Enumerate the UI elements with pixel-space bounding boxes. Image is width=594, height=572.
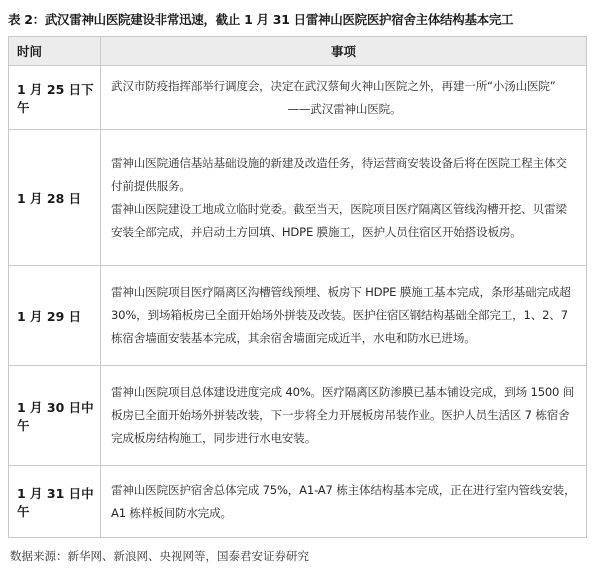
row-event [101, 366, 587, 466]
row-time: 1 月 30 日中午 [9, 366, 101, 466]
table-row [9, 130, 587, 266]
row-time: 1 月 31 日中午 [9, 466, 101, 538]
event-paragraph: ——武汉雷神山医院。 [287, 101, 402, 116]
table-row [9, 466, 587, 538]
event-paragraph: 雷神山医院通信基站基础设施的新建及改造任务，待运营商安装设备后将在医院工程主体交付前提供服务。 [111, 155, 567, 193]
row-event [101, 66, 587, 130]
header-event: 事项 [101, 37, 587, 66]
row-event [101, 466, 587, 538]
event-paragraph: 雷神山医院医护宿舍总体完成 75%，A1-A7 栋主体结构基本完成，正在进行室内管线安装，A1 栋样板间防水完成。 [111, 482, 576, 520]
row-time: 1 月 28 日 [9, 130, 101, 266]
row-event [101, 130, 587, 266]
row-time: 1 月 25 日下午 [9, 66, 101, 130]
table-row [9, 366, 587, 466]
table-header-row [9, 37, 587, 66]
event-paragraph: 雷神山医院建设工地成立临时党委。截至当天，医院项目医疗隔离区管线沟槽开挖、贝雷梁安装全部完成，并启动土方回填、HDPE 膜施工，医护人员住宿区开始搭设板房。 [111, 201, 567, 239]
table-row [9, 266, 587, 366]
table-row [9, 66, 587, 130]
events-table [8, 36, 587, 538]
row-event [101, 266, 587, 366]
event-paragraph: 雷神山医院项目医疗隔离区沟槽管线预埋、板房下 HDPE 膜施工基本完成，条形基础完成超 30%，到场箱板房已全面开始场外拼装及改装。医护住宿区钢结构基础全部完工，1、2、7 栋宿舍墙面安装基本完成，其余宿舍墙面完成近半，水电和防水已进场。 [111, 285, 571, 345]
event-paragraph: 雷神山医院项目总体建设进度完成 40%。医疗隔离区防渗膜已基本铺设完成，到场 1500 间板房已全面开始场外拼装改装，下一步将全力开展板房吊装作业。医护人员生活区 7 栋宿舍完成板房结构施工，同步进行水电安装。 [111, 385, 575, 445]
header-time: 时间 [9, 37, 101, 66]
data-source-note: 数据来源：新华网、新浪网、央视网等，国泰君安证券研究 [10, 549, 309, 563]
row-time: 1 月 29 日 [9, 266, 101, 366]
event-paragraph: 武汉市防疫指挥部举行调度会，决定在武汉蔡甸火神山医院之外，再建一所“小汤山医院” [111, 78, 556, 93]
table-title: 表 2：武汉雷神山医院建设非常迅速，截止 1 月 31 日雷神山医院医护宿舍主体结构基本完工 [8, 12, 514, 27]
